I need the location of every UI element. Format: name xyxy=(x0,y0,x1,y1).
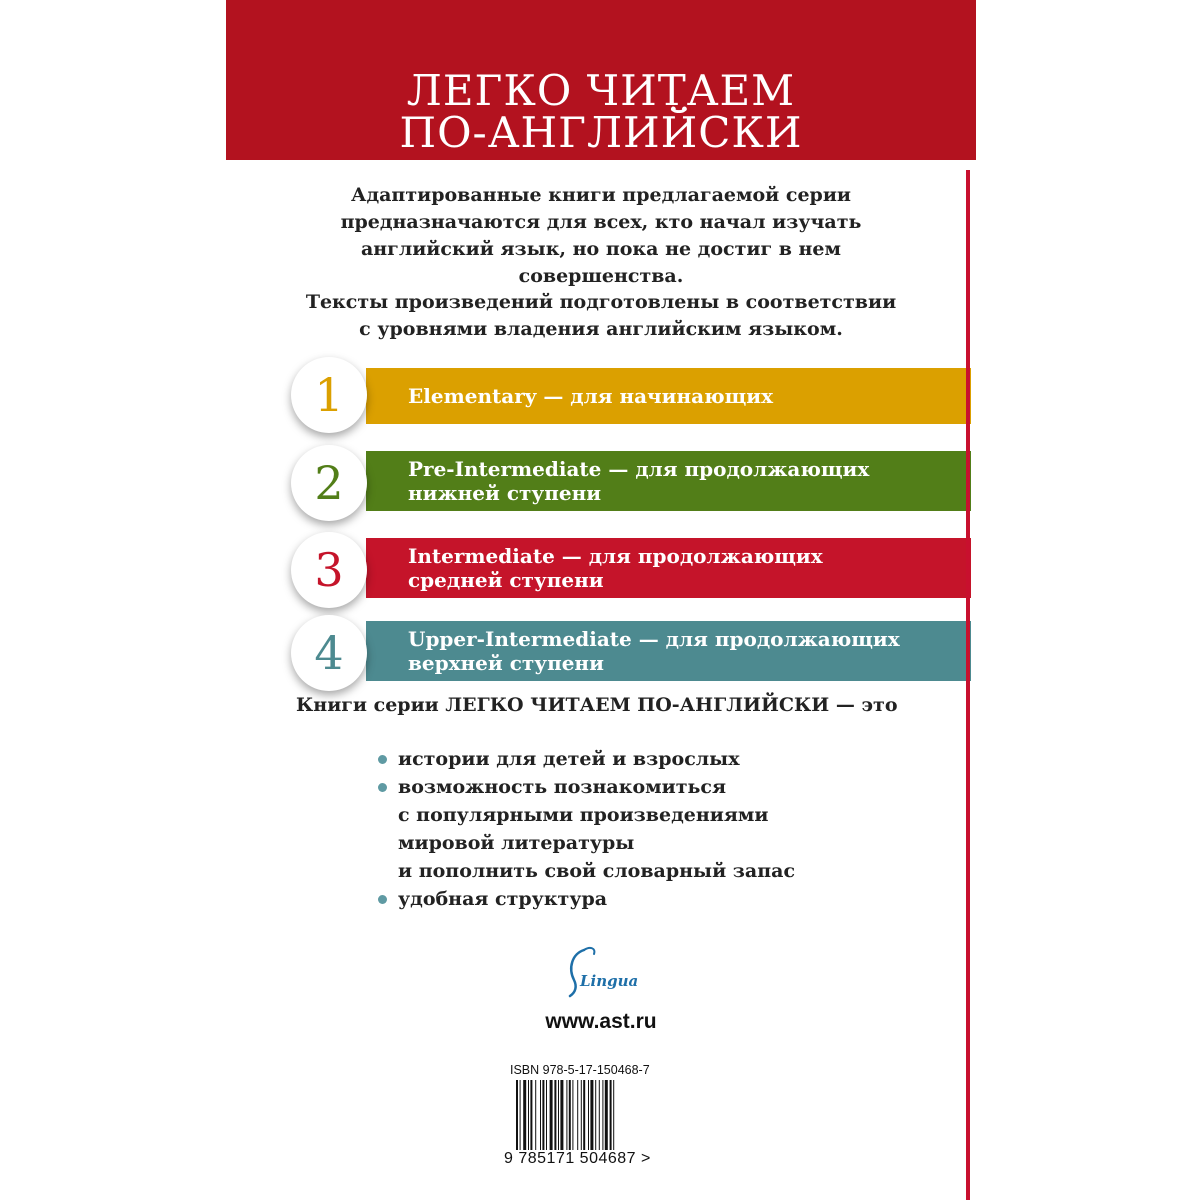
intro-line: предназначаются для всех, кто начал изучать xyxy=(340,211,862,233)
website-url: www.ast.ru xyxy=(545,1010,657,1033)
level-3 xyxy=(291,538,906,624)
level-1-text: Elementary — для начинающих xyxy=(408,384,774,408)
level-1-number: 1 xyxy=(314,368,344,422)
barcode-bar xyxy=(569,1080,571,1150)
intro-line: Тексты произведений подготовлены в соответствии xyxy=(305,291,897,313)
feature-item xyxy=(376,745,896,773)
level-3-text-line1: Intermediate — для продолжающих xyxy=(408,544,823,568)
intro-paragraph-1 xyxy=(286,182,916,290)
bullet-dot-icon xyxy=(378,895,387,904)
barcode-bar xyxy=(610,1080,612,1150)
series-description: Книги серии ЛЕГКО ЧИТАЕМ ПО-АНГЛИЙСКИ — это xyxy=(296,694,898,716)
level-2-text-line1: Pre-Intermediate — для продолжающих xyxy=(408,457,870,481)
intro-line: Адаптированные книги предлагаемой серии xyxy=(350,184,852,206)
barcode-bar xyxy=(528,1080,529,1150)
level-1-badge xyxy=(291,357,367,433)
barcode-bar xyxy=(520,1080,521,1150)
feature-list xyxy=(376,745,896,913)
barcode-bar xyxy=(577,1080,578,1150)
barcode-bar xyxy=(590,1080,593,1150)
barcode-bar xyxy=(554,1080,556,1150)
barcode-bar xyxy=(613,1080,614,1150)
bullet-dot-icon xyxy=(378,755,387,764)
level-3-bar xyxy=(366,538,971,598)
barcode-bar xyxy=(572,1080,573,1150)
barcode-bar xyxy=(581,1080,582,1150)
barcode-bar xyxy=(542,1080,544,1150)
barcode-bar xyxy=(550,1080,553,1150)
series-title-line2: ПО-АНГЛИЙСКИ xyxy=(399,108,803,157)
feature-text-continued: с популярными произведениями xyxy=(398,804,769,826)
barcode-bar xyxy=(588,1080,589,1150)
feature-item xyxy=(376,885,896,913)
level-2-number: 2 xyxy=(314,456,344,510)
barcode-digits: 9 785171 504687 > xyxy=(504,1150,651,1167)
barcode-bar xyxy=(516,1080,518,1150)
level-1-bar xyxy=(366,368,971,424)
series-title-line1: ЛЕГКО ЧИТАЕМ xyxy=(406,66,796,115)
series-title-banner xyxy=(226,0,976,160)
bullet-dot-icon xyxy=(378,783,387,792)
barcode-bar xyxy=(558,1080,559,1150)
barcode-bar xyxy=(540,1080,541,1150)
book-back-cover xyxy=(226,0,976,1200)
barcode-bar xyxy=(566,1080,567,1150)
feature-text: возможность познакомиться xyxy=(398,776,726,798)
intro-paragraph-2 xyxy=(286,289,916,343)
level-3-badge xyxy=(291,532,367,608)
barcode-image xyxy=(514,1080,674,1150)
barcode-bar xyxy=(535,1080,536,1150)
feature-text-continued: и пополнить свой словарный запас xyxy=(398,860,796,882)
barcode-bar xyxy=(583,1080,585,1150)
intro-line: английский язык, но пока не достиг в нем xyxy=(360,238,842,260)
barcode-bar xyxy=(595,1080,596,1150)
level-4-bar xyxy=(366,621,971,681)
level-2-text-line2: нижней ступени xyxy=(408,481,602,505)
feature-text: истории для детей и взрослых xyxy=(398,748,740,770)
isbn-number: ISBN 978-5-17-150468-7 xyxy=(510,1063,650,1077)
barcode-bar xyxy=(523,1080,526,1150)
level-2-bar xyxy=(366,451,971,511)
lingua-logo xyxy=(546,940,656,1000)
feature-item xyxy=(376,773,896,801)
level-2-badge xyxy=(291,445,367,521)
intro-line: совершенства. xyxy=(518,265,684,287)
feature-text: удобная структура xyxy=(398,888,608,910)
intro-line: с уровнями владения английским языком. xyxy=(359,318,843,340)
barcode-bar xyxy=(560,1080,563,1150)
level-2 xyxy=(291,451,906,537)
level-1 xyxy=(291,365,906,451)
level-4-text-line1: Upper-Intermediate — для продолжающих xyxy=(408,627,900,651)
spine-edge-line xyxy=(966,170,970,1200)
level-3-number: 3 xyxy=(314,543,344,597)
level-4-number: 4 xyxy=(314,626,344,680)
barcode-bar xyxy=(599,1080,600,1150)
logo-text: Lingua xyxy=(580,972,639,990)
barcode-bar xyxy=(602,1080,603,1150)
level-4-badge xyxy=(291,615,367,691)
barcode-bar xyxy=(530,1080,532,1150)
level-3-text-line2: средней ступени xyxy=(408,568,604,592)
barcode-bar xyxy=(605,1080,608,1150)
feature-text-continued: мировой литературы xyxy=(398,832,635,854)
barcode-bar xyxy=(546,1080,547,1150)
level-4-text-line2: верхней ступени xyxy=(408,651,604,675)
